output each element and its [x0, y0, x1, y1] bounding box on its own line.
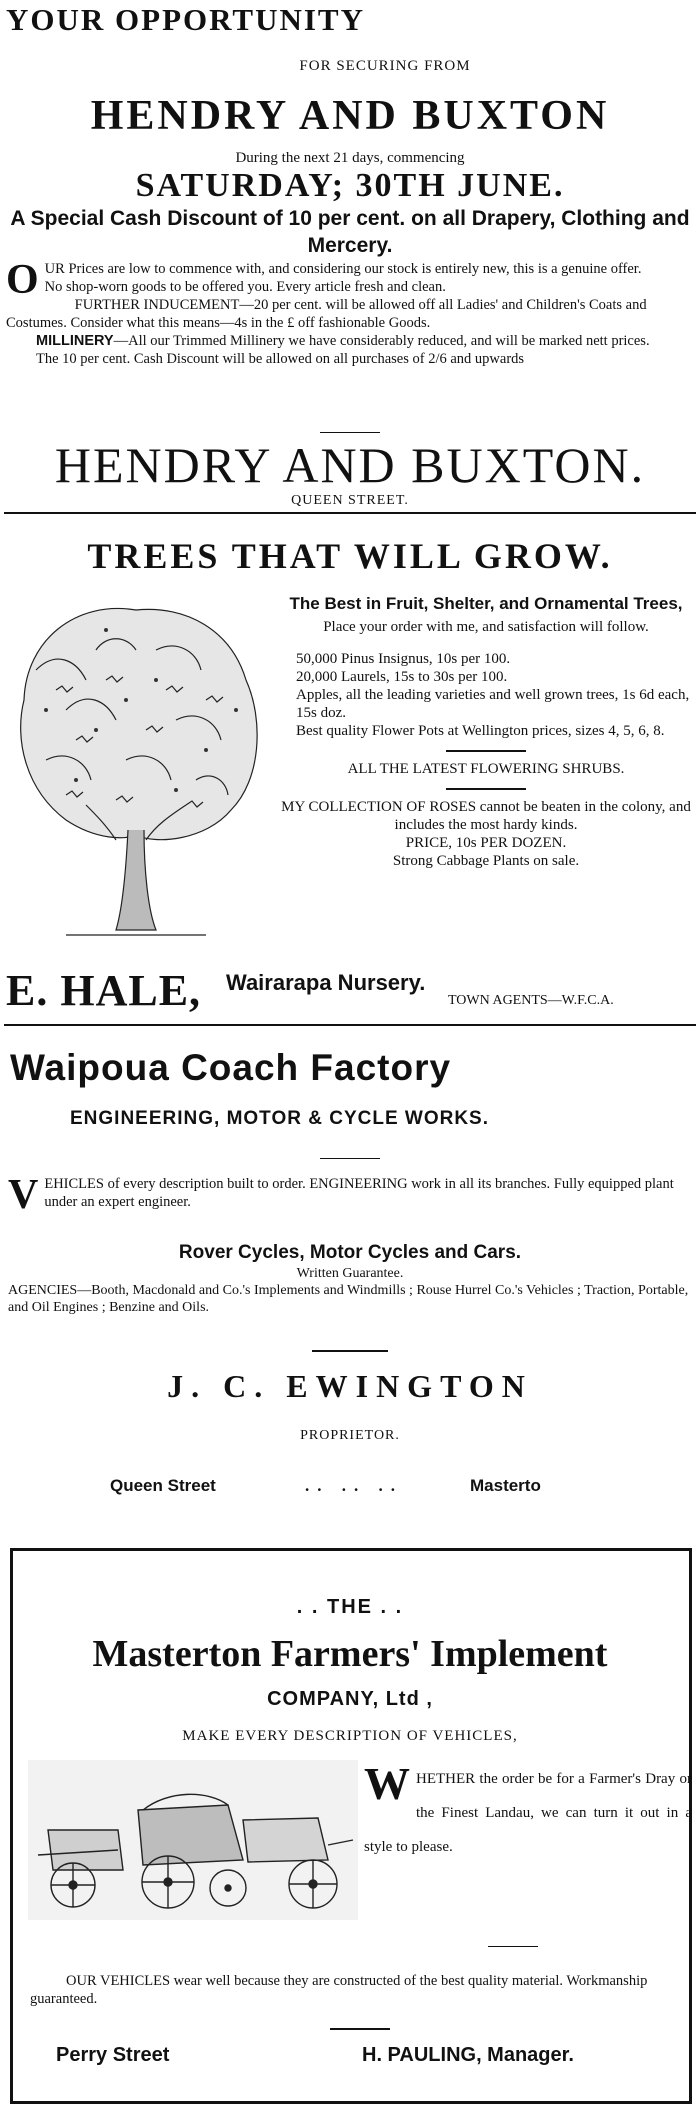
ad1-para1: OUR Prices are low to commence with, and considering our stock is entirely new, this is a genuine offer. — [6, 257, 642, 303]
ad1-date: SATURDAY; 30TH JUNE. — [135, 167, 565, 204]
ad2-title: TREES THAT WILL GROW. — [87, 536, 613, 576]
ad3-guarantee: Written Guarantee. — [296, 1266, 404, 1281]
ad1-footer-street: QUEEN STREET. — [291, 493, 409, 508]
ad2-cabbage: Strong Cabbage Plants on sale. — [392, 853, 580, 869]
ad3-rule-1 — [320, 1158, 380, 1159]
ad1-para3: FURTHER INDUCEMENT—20 per cent. will be allowed off all Ladies' and Children's Coats and Costumes. Consider what this means—4s in the £ off fashionable Goods. — [6, 297, 647, 331]
ad4-whether: WHETHER the order be for a Farmer's Dray or the Finest Landau, we can turn it out in a style to please. — [364, 1758, 692, 1855]
ad3-rule-2 — [312, 1350, 388, 1352]
ad3-address: Queen Street — [110, 1476, 216, 1495]
ad2-text-column — [278, 594, 694, 870]
ad4-the: . . THE . . — [296, 1596, 404, 1618]
ad3-town: Masterto — [470, 1476, 541, 1495]
ad1-short-rule — [320, 432, 380, 433]
ad1-body — [6, 257, 694, 368]
carriage-illustration — [28, 1760, 358, 1920]
ad2-roses: MY COLLECTION OF ROSES cannot be beaten in the colony, and includes the most hardy kinds. — [281, 799, 691, 833]
ad1-bottom-rule — [4, 512, 696, 514]
ad4-company: COMPANY, Ltd , — [267, 1688, 433, 1710]
ad2-rule-2 — [446, 788, 526, 790]
ad2-line4: Best quality Flower Pots at Wellington prices, sizes 4, 5, 6, 8. — [296, 723, 665, 739]
ad3-dots: .. .. .. — [305, 1476, 403, 1495]
ad1-firm-name: HENDRY AND BUXTON — [90, 93, 610, 139]
ad3-proprietor: J. C. EWINGTON — [167, 1368, 533, 1404]
ad2-bottom-rule — [4, 1024, 696, 1026]
ad3-subtitle: ENGINEERING, MOTOR & CYCLE WORKS. — [70, 1108, 490, 1129]
ad2-line3: Apples, all the leading varieties and well grown trees, 1s 6d each, 15s doz. — [296, 687, 690, 721]
ad2-price: PRICE, 10s PER DOZEN. — [405, 835, 567, 851]
ad4-rule-1 — [488, 1946, 538, 1947]
ad2-rule-1 — [446, 750, 526, 752]
ad1-during: During the next 21 days, commencing — [235, 150, 465, 166]
ad1-discount: A Special Cash Discount of 10 per cent. on all Drapery, Clothing and Mercery. — [10, 207, 690, 257]
ad2-nursery: Wairarapa Nursery. — [226, 970, 426, 995]
ad1-footer-firm: HENDRY AND BUXTON. — [54, 437, 646, 493]
ad1-para4: MILLINERY—All our Trimmed Millinery we have considerably reduced, and will be marked nett prices. — [36, 333, 650, 349]
ad4-rule-2 — [330, 2028, 390, 2030]
ad3-proprietor-title: PROPRIETOR. — [300, 1428, 400, 1443]
ad2-proprietor: E. HALE, — [6, 966, 202, 1015]
ad1-title: YOUR OPPORTUNITY — [6, 2, 365, 37]
ad3-title: Waipoua Coach Factory — [10, 1047, 452, 1088]
ad1-subtitle: FOR SECURING FROM — [299, 58, 471, 74]
ad2-line1: 50,000 Pinus Insignus, 10s per 100. — [296, 651, 511, 667]
ad2-place-order: Place your order with me, and satisfaction will follow. — [323, 619, 649, 635]
ad3-rover: Rover Cycles, Motor Cycles and Cars. — [178, 1242, 522, 1263]
ad4-title: Masterton Farmers' Implement — [92, 1633, 608, 1675]
ad4-address: Perry Street — [56, 2044, 170, 2066]
tree-illustration — [6, 590, 271, 950]
ad1-para5: The 10 per cent. Cash Discount will be allowed on all purchases of 2/6 and upwards — [36, 351, 525, 367]
ad2-agents: TOWN AGENTS—W.F.C.A. — [448, 993, 614, 1008]
ad3-body: VEHICLES of every description built to order. ENGINEERING work in all its branches. Fully equipped plant under an expert engineer. — [8, 1172, 674, 1218]
ad1-para2: No shop-worn goods to be offered you. Every article fresh and clean. — [44, 279, 446, 295]
ad4-vehicles: OUR VEHICLES wear well because they are constructed of the best quality material. Workmanship guaranteed. — [30, 1973, 648, 2007]
ad2-shrubs: ALL THE LATEST FLOWERING SHRUBS. — [347, 761, 625, 777]
ad4-make: MAKE EVERY DESCRIPTION OF VEHICLES, — [182, 1728, 518, 1744]
ad2-heading: The Best in Fruit, Shelter, and Ornamental Trees, — [289, 594, 683, 613]
ad4-manager: H. PAULING, Manager. — [362, 2044, 574, 2066]
ad2-line2: 20,000 Laurels, 15s to 30s per 100. — [296, 669, 508, 685]
ad3-agencies: AGENCIES—Booth, Macdonald and Co.'s Implements and Windmills ; Rouse Hurrel Co.'s Vehicles ; Traction, Portable, and Oil Engines ; Benzine and Oils. — [8, 1283, 689, 1315]
